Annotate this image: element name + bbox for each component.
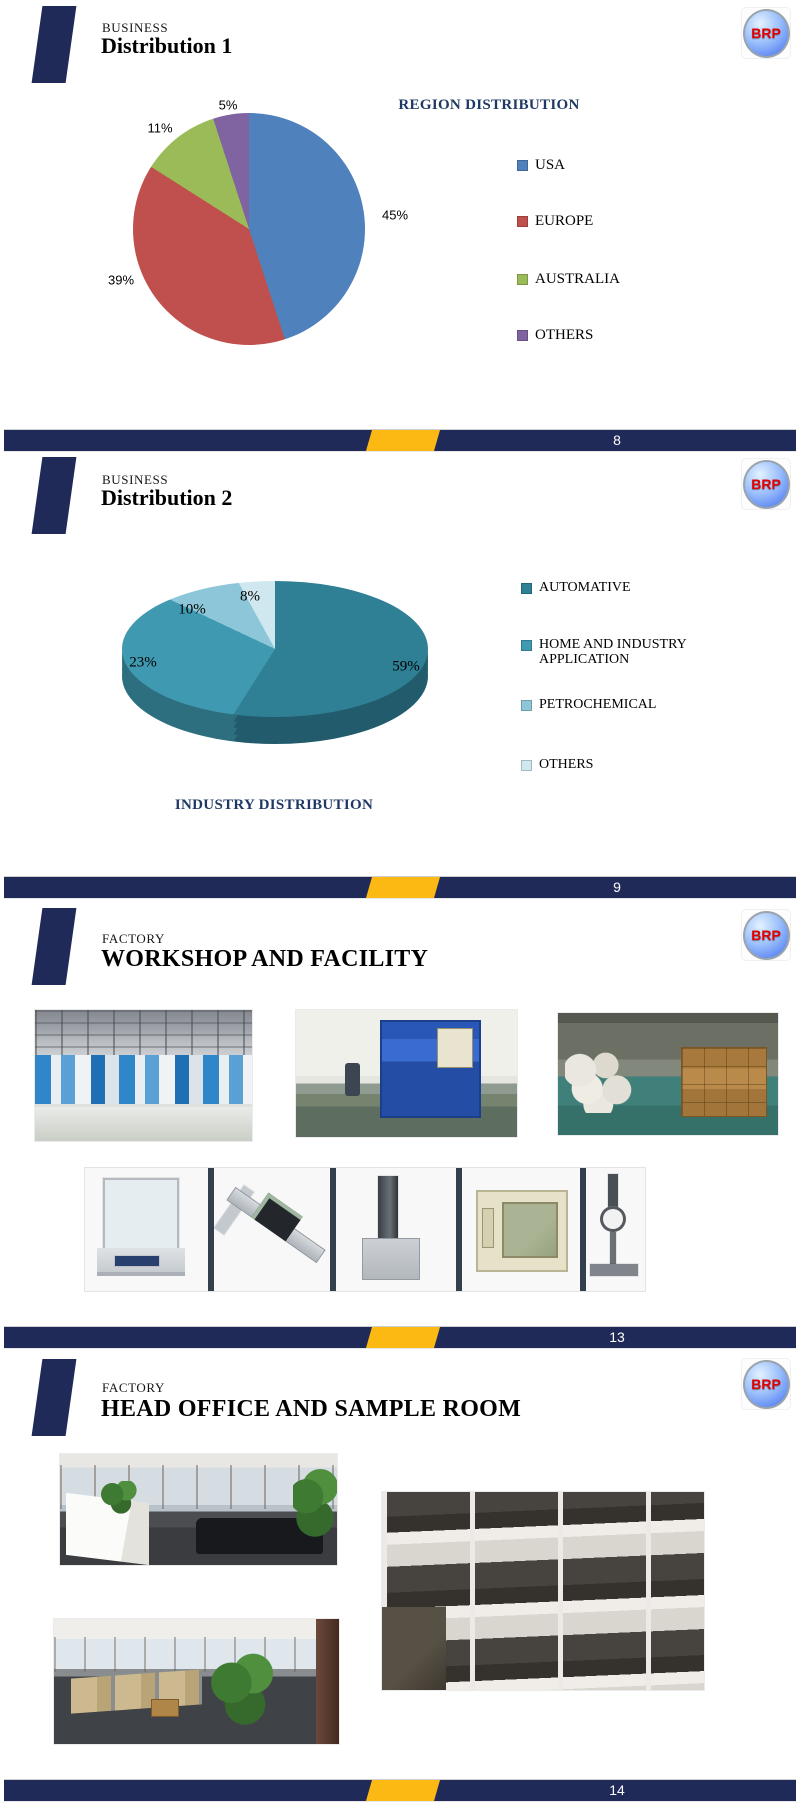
photo-detail-windows	[54, 1637, 339, 1672]
slide-1-distribution-1	[0, 0, 800, 451]
legend-swatch-others	[517, 330, 528, 341]
photo-detail-floor	[382, 1607, 446, 1690]
photo-detail-worker	[345, 1063, 360, 1096]
brp-logo-text: BRP	[751, 1376, 781, 1392]
pie-label-australia: 11%	[147, 120, 173, 136]
page-number: 8	[613, 432, 621, 448]
pie-label-petrochemical: 10%	[178, 601, 206, 618]
page-number: 9	[613, 879, 621, 895]
brp-logo	[742, 910, 790, 960]
region-distribution-pie-chart	[133, 113, 365, 345]
hardness-dial-gauge	[600, 1206, 626, 1232]
photo-detail-ceiling-beams	[35, 1010, 252, 1055]
legend-label: HOME AND INDUSTRY APPLICATION	[539, 637, 687, 668]
legend-item-automative	[521, 580, 631, 595]
oven-window	[502, 1202, 558, 1258]
brp-logo-circle	[743, 1360, 790, 1409]
legend-label: USA	[535, 157, 566, 173]
brp-logo-circle	[743, 9, 790, 58]
footer-gold-segment	[366, 1327, 440, 1348]
balance-display	[115, 1256, 159, 1266]
hardness-stem	[610, 1232, 616, 1266]
photo-digital-caliper	[214, 1168, 330, 1291]
legend-item-home-industry	[521, 637, 711, 668]
footer-gold-segment	[366, 430, 440, 451]
legend-item-others	[517, 327, 593, 344]
legend-label: AUSTRALIA	[535, 271, 620, 287]
chart-title-region-distribution: REGION DISTRIBUTION	[398, 97, 580, 113]
industry-distribution-pie-chart-3d	[122, 581, 428, 744]
photo-hardness-tester	[586, 1168, 645, 1291]
legend-label: EUROPE	[535, 213, 594, 229]
brp-logo-text: BRP	[751, 25, 781, 41]
legend-swatch-europe	[517, 216, 528, 227]
photo-drying-oven	[462, 1168, 580, 1291]
pie-label-home-industry: 23%	[129, 654, 157, 671]
oven-controls	[482, 1208, 494, 1248]
header-parallelogram	[32, 457, 77, 534]
slide-eyebrow: FACTORY	[102, 1380, 165, 1395]
legend-swatch-petrochemical	[521, 700, 532, 711]
brp-logo-circle	[743, 911, 790, 960]
photo-tensile-tester	[336, 1168, 456, 1291]
header-parallelogram	[32, 908, 77, 985]
page-number: 14	[609, 1782, 625, 1798]
chart-title-industry-distribution: INDUSTRY DISTRIBUTION	[174, 797, 374, 813]
footer-bar	[4, 1779, 796, 1802]
slide-2-distribution-2	[0, 451, 800, 902]
legend-label: PETROCHEMICAL	[539, 697, 657, 712]
legend-item-europe	[517, 213, 593, 230]
legend-swatch-automative	[521, 583, 532, 594]
hardness-column	[608, 1174, 618, 1208]
photo-detail-material-sacks	[565, 1052, 640, 1113]
legend-item-others	[521, 757, 593, 772]
legend-swatch-usa	[517, 160, 528, 171]
legend-swatch-others	[521, 760, 532, 771]
photo-detail-plant	[211, 1652, 279, 1730]
pie-label-others: 8%	[240, 588, 260, 605]
brp-logo	[742, 8, 790, 58]
footer-bar	[4, 1326, 796, 1349]
slide-3-workshop-facility	[0, 902, 800, 1353]
photo-warehouse-storage	[558, 1013, 778, 1135]
slide-title: WORKSHOP AND FACILITY	[101, 946, 429, 972]
photo-analytical-balance	[85, 1168, 208, 1291]
brp-logo-text: BRP	[751, 476, 781, 492]
brp-logo-text: BRP	[751, 927, 781, 943]
balance-glass-chamber	[103, 1178, 179, 1252]
header-parallelogram	[32, 1359, 77, 1436]
legend-item-usa	[517, 157, 565, 174]
slide-title: Distribution 1	[101, 33, 233, 58]
photo-detail-floor	[35, 1107, 252, 1141]
tester-column	[378, 1176, 398, 1238]
photo-detail-plant	[99, 1481, 143, 1514]
photo-factory-production-line	[35, 1010, 252, 1141]
photo-detail-plant	[293, 1465, 337, 1543]
slide-4-head-office-sample-room	[0, 1353, 800, 1803]
photo-detail-desks	[71, 1669, 202, 1713]
slide-eyebrow: BUSINESS	[102, 472, 169, 487]
legend-swatch-home-industry	[521, 640, 532, 651]
page-number: 13	[609, 1329, 625, 1345]
brp-logo	[742, 459, 790, 509]
pie-label-usa: 45%	[381, 207, 409, 223]
photo-office-workspace	[54, 1619, 339, 1744]
legend-swatch-australia	[517, 274, 528, 285]
brp-logo-circle	[743, 460, 790, 509]
photo-detail-box	[151, 1699, 180, 1717]
legend-item-australia	[517, 271, 620, 288]
hardness-base	[590, 1264, 638, 1276]
legend-label: OTHERS	[535, 327, 594, 343]
brp-logo	[742, 1359, 790, 1409]
tester-cabinet	[362, 1238, 420, 1280]
photo-detail-door	[316, 1619, 339, 1744]
footer-gold-segment	[366, 877, 440, 898]
slide-eyebrow: BUSINESS	[102, 20, 169, 35]
slide-eyebrow: FACTORY	[102, 931, 165, 946]
pie-label-others: 5%	[218, 97, 238, 113]
photo-detail-control-panel	[437, 1028, 472, 1068]
pie-top-face	[122, 581, 428, 717]
pie-label-europe: 39%	[107, 272, 135, 288]
footer-bar	[4, 429, 796, 452]
photo-strip-testing-equipment	[85, 1168, 645, 1291]
pie-label-automative: 59%	[392, 658, 420, 675]
slide-title: Distribution 2	[101, 485, 233, 510]
photo-office-reception	[60, 1454, 337, 1565]
photo-sample-room-shelves	[382, 1492, 704, 1690]
legend-label: OTHERS	[539, 757, 594, 772]
photo-detail-carton-boxes	[681, 1047, 767, 1117]
slide-title: HEAD OFFICE AND SAMPLE ROOM	[101, 1396, 522, 1422]
photo-press-machine	[296, 1010, 517, 1137]
legend-item-petrochemical	[521, 697, 656, 712]
photo-detail-molding-machines	[35, 1055, 252, 1105]
footer-gold-segment	[366, 1780, 440, 1801]
legend-label: AUTOMATIVE	[539, 580, 631, 595]
header-parallelogram	[32, 6, 77, 83]
footer-bar	[4, 876, 796, 899]
